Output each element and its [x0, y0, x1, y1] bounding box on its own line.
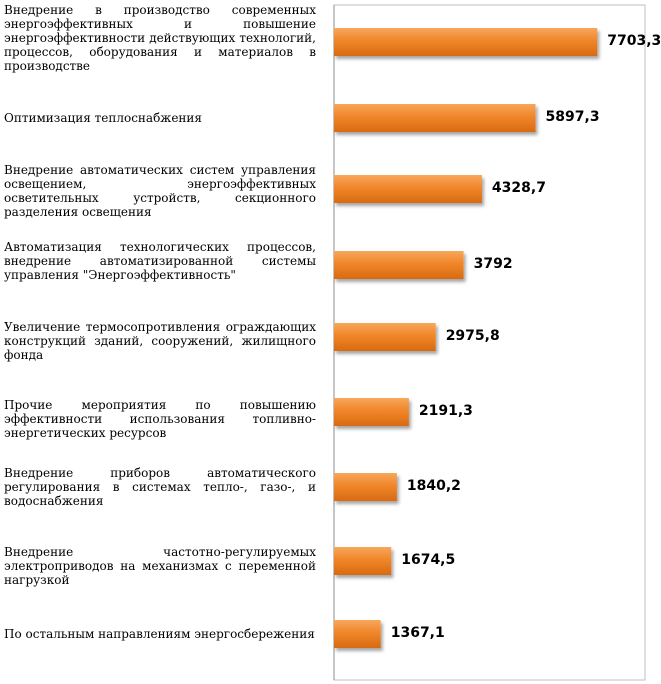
bar-3 — [334, 175, 482, 203]
bar-6 — [334, 398, 409, 426]
bar-8 — [334, 547, 391, 575]
data-label-2: 5897,3 — [545, 109, 600, 125]
data-label-7: 1840,2 — [406, 478, 461, 494]
category-label-3: Внедрение автоматических систем управления освещением, энергоэффективных осветительных устройств, секционного разделения освещения — [4, 163, 316, 219]
bar-2 — [334, 104, 536, 132]
data-label-4: 3792 — [473, 256, 513, 272]
category-label-7: Внедрение приборов автоматического регулирования в системах тепло-, газо-, и водоснабжения — [4, 466, 316, 508]
data-label-9: 1367,1 — [390, 625, 445, 641]
category-label-2: Оптимизация теплоснабжения — [4, 111, 202, 125]
category-label-6: Прочие мероприятия по повышению эффективности использования топливно-энергетических ресурсов — [4, 398, 316, 440]
category-label-1: Внедрение в производство современных энергоэффективных и повышение энергоэффективности действующих технологий, процессов, оборудования и материалов в производстве — [4, 3, 316, 73]
data-label-8: 1674,5 — [401, 552, 456, 568]
category-label-4: Автоматизация технологических процессов, внедрение автоматизированной системы управления "Энергоэффективность" — [4, 240, 316, 282]
bar-5 — [334, 323, 436, 351]
data-label-1: 7703,3 — [607, 33, 661, 49]
bar-9 — [334, 620, 381, 648]
bar-7 — [334, 473, 397, 501]
bar-4 — [334, 251, 464, 279]
data-label-3: 4328,7 — [491, 180, 546, 196]
category-label-8: Внедрение частотно-регулируемых электроприводов на механизмах с переменной нагрузкой — [4, 545, 316, 587]
bar-1 — [334, 28, 597, 56]
category-label-5: Увеличение термосопротивления ограждающих конструкций зданий, сооружений, жилищного фонда — [4, 320, 316, 362]
category-label-9: По остальным направлениям энергосбережения — [4, 627, 315, 641]
data-label-6: 2191,3 — [418, 403, 473, 419]
data-label-5: 2975,8 — [445, 328, 500, 344]
